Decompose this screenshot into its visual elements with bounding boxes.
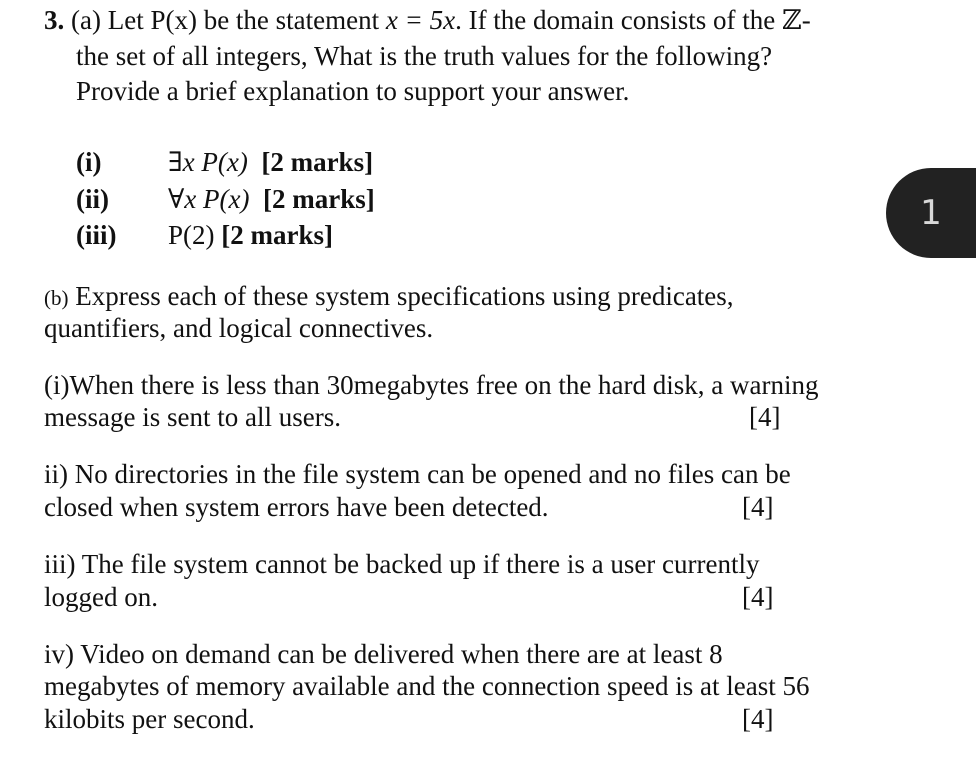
page-number-badge[interactable]: 1	[886, 168, 976, 258]
question-number: 3.	[44, 5, 65, 35]
spec-ii-marks: [4]	[742, 492, 774, 522]
item-iii-expression	[168, 219, 333, 252]
part-a-line1-post: . If the domain consists of the ℤ-	[455, 5, 811, 35]
item-ii-marks: [2 marks]	[263, 184, 375, 214]
spec-ii-line1: ii) No directories in the file system can be opened and no files can be	[44, 459, 791, 489]
part-a-line1-pre: (a) Let P(x) be the statement	[71, 5, 386, 35]
spec-iii-marks: [4]	[742, 582, 774, 612]
spec-iv-line1: iv) Video on demand can be delivered when there are at least 8	[44, 639, 723, 669]
part-b-intro-line1	[44, 280, 734, 315]
item-i-expr: ∃x P(x)	[168, 147, 248, 177]
item-iii-expr: P(2)	[168, 220, 215, 250]
part-b-label: (b)	[44, 286, 69, 310]
part-a-line3: Provide a brief explanation to support your answer.	[76, 76, 630, 106]
spec-i-marks: [4]	[749, 402, 781, 432]
part-b-intro-line2: quantifiers, and logical connectives.	[44, 313, 434, 343]
item-i-expression	[168, 146, 373, 179]
part-b-intro-text: Express each of these system specifications using predicates,	[68, 281, 734, 311]
spec-iii-line2: logged on.	[44, 582, 158, 612]
item-ii-number: (ii)	[76, 184, 109, 214]
item-i-marks: [2 marks]	[261, 147, 374, 177]
item-ii-expression	[168, 183, 375, 216]
item-ii-expr: ∀x P(x)	[168, 184, 250, 214]
spec-iv-line3: kilobits per second.	[44, 704, 255, 734]
item-i-number: (i)	[76, 147, 102, 177]
part-a-line2: the set of all integers, What is the truth values for the following?	[76, 41, 773, 71]
spec-i-line1: (i)When there is less than 30megabytes free on the hard disk, a warning	[44, 370, 819, 400]
spec-i-line2: message is sent to all users.	[44, 402, 341, 432]
item-iii-number: (iii)	[76, 220, 117, 250]
item-iii-marks: [2 marks]	[221, 220, 333, 250]
spec-iii-line1: iii) The file system cannot be backed up if there is a user currently	[44, 549, 760, 579]
part-a-math-statement: x = 5x	[385, 5, 456, 35]
spec-iv-marks: [4]	[742, 704, 774, 734]
spec-ii-line2: closed when system errors have been detected.	[44, 492, 549, 522]
question-line-1	[44, 4, 811, 37]
spec-iv-line2: megabytes of memory available and the connection speed is at least 56	[44, 671, 810, 701]
